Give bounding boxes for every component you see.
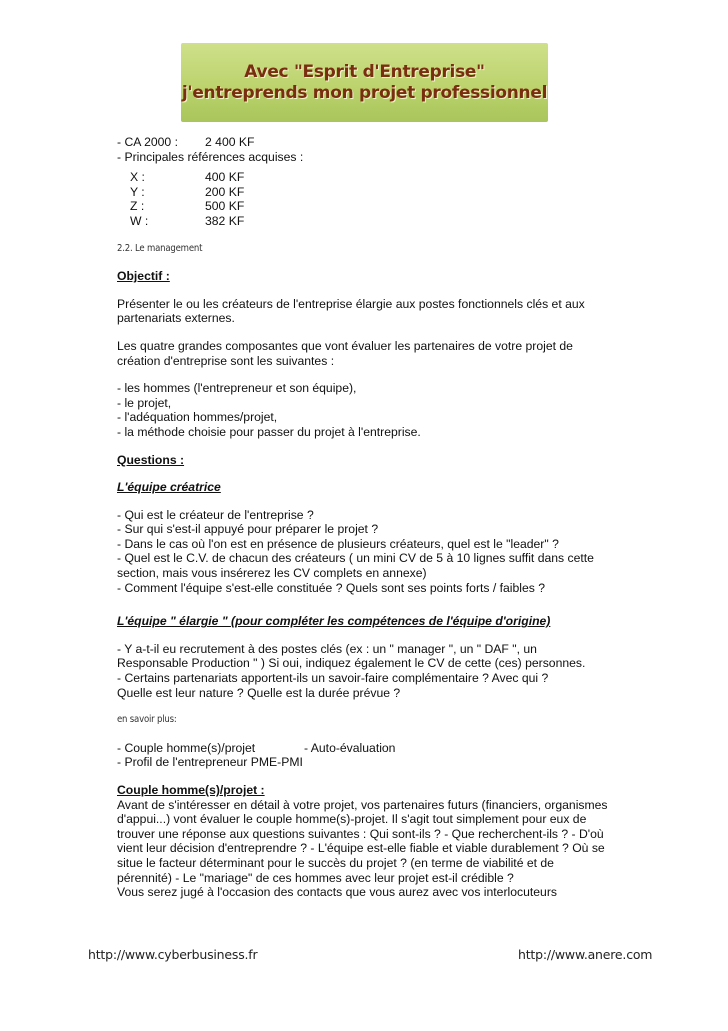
ca-label: - CA 2000 : — [117, 135, 178, 149]
question-line: Responsable Production " ) Si oui, indiquez également le CV de cette (ces) personnes. — [117, 656, 586, 671]
reference-key: Z : — [130, 199, 145, 214]
reference-row — [117, 199, 617, 214]
reference-value: 400 KF — [205, 170, 245, 185]
question-line: - Quel est le C.V. de chacun des créateurs ( un mini CV de 5 à 10 lignes suffit dans cette — [117, 551, 594, 566]
document-body — [117, 135, 617, 900]
objectif-paragraph-line: partenariats externes. — [117, 311, 235, 326]
composante-item: - l'adéquation hommes/projet, — [117, 410, 278, 425]
section-heading: 2.2. Le management — [117, 242, 203, 254]
reference-row — [117, 185, 617, 200]
reference-row — [117, 170, 617, 185]
couple-paragraph-line: Avant de s'intéresser en détail à votre projet, vos partenaires futurs (financiers, organismes — [117, 797, 608, 812]
couple-heading: Couple homme(s)/projet : — [117, 783, 265, 797]
link-auto-evaluation[interactable]: - Auto-évaluation — [304, 740, 396, 755]
equipe-elargie-heading: L'équipe " élargie " (pour compléter les compétences de l'équipe d'origine) — [117, 614, 551, 629]
question-line: section, mais vous insérerez les CV complets en annexe) — [117, 566, 427, 581]
reference-key: Y : — [130, 184, 145, 199]
couple-paragraph-line: trouver une réponse aux questions suivantes : Qui sont-ils ? - Que recherchent-ils ? - D'où — [117, 826, 604, 841]
composantes-paragraph-line: création d'entreprise sont les suivantes : — [117, 353, 335, 368]
references-label: - Principales références acquises : — [117, 149, 304, 164]
banner-subtitle: j'entreprends mon projet professionnel — [181, 82, 548, 103]
reference-row — [117, 214, 617, 229]
ca-row — [117, 135, 617, 150]
reference-key: X : — [130, 170, 145, 185]
reference-key: W : — [130, 213, 149, 228]
en-savoir-plus-label: en savoir plus: — [117, 714, 177, 726]
banner-title: Avec "Esprit d'Entreprise" — [244, 61, 485, 82]
question-line: - Dans le cas où l'on est en présence de plusieurs créateurs, quel est le "leader" ? — [117, 536, 559, 551]
footer-link-anere[interactable]: http://www.anere.com — [518, 947, 653, 962]
question-line: - Sur qui s'est-il appuyé pour préparer le projet ? — [117, 522, 379, 537]
composante-item: - le projet, — [117, 395, 172, 410]
question-line: - Certains partenariats apportent-ils un savoir-faire complémentaire ? Avec qui ? — [117, 671, 549, 686]
header-banner — [181, 43, 548, 122]
questions-heading: Questions : — [117, 452, 185, 467]
objectif-paragraph-line: Présenter le ou les créateurs de l'entreprise élargie aux postes fonctionnels clés et aux — [117, 296, 585, 311]
couple-paragraph-line: pérennité) - Le "mariage" de ces hommes avec leur projet est-il crédible ? — [117, 870, 514, 885]
objectif-heading: Objectif : — [117, 269, 170, 284]
link-profil-entrepreneur[interactable]: - Profil de l'entrepreneur PME-PMI — [117, 755, 303, 770]
link-row — [117, 755, 617, 770]
reference-value: 200 KF — [205, 184, 245, 199]
question-line: - Y a-t-il eu recrutement à des postes clés (ex : un " manager ", un " DAF ", un — [117, 641, 537, 656]
question-line: Quelle est leur nature ? Quelle est la durée prévue ? — [117, 685, 401, 700]
question-line: - Comment l'équipe s'est-elle constituée ? Quels sont ses points forts / faibles ? — [117, 580, 546, 595]
reference-value: 500 KF — [205, 199, 245, 214]
composante-item: - la méthode choisie pour passer du projet à l'entreprise. — [117, 424, 421, 439]
couple-paragraph-line: vient leur décision d'entreprendre ? - L'équipe est-elle fiable et viable durablement ? Où se — [117, 841, 605, 856]
ca-value: 2 400 KF — [205, 135, 255, 149]
couple-paragraph-line: Vous serez jugé à l'occasion des contacts que vous aurez avec vos interlocuteurs — [117, 885, 557, 900]
reference-value: 382 KF — [205, 213, 245, 228]
couple-paragraph-line: d'appui...) vont évaluer le couple homme(s)-projet. Il s'agit tout simplement pour eux de — [117, 812, 587, 827]
composantes-paragraph-line: Les quatre grandes composantes que vont évaluer les partenaires de votre projet de — [117, 338, 573, 353]
couple-paragraph-line: situe le facteur déterminant pour le succès du projet ? (en terme de viabilité et de — [117, 855, 554, 870]
question-line: - Qui est le créateur de l'entreprise ? — [117, 507, 314, 522]
composante-item: - les hommes (l'entrepreneur et son équipe), — [117, 381, 357, 396]
link-couple-homme-projet[interactable]: - Couple homme(s)/projet — [117, 740, 256, 755]
equipe-creatrice-heading: L'équipe créatrice — [117, 480, 221, 495]
footer-link-cyberbusiness[interactable]: http://www.cyberbusiness.fr — [88, 947, 258, 962]
link-row — [117, 741, 617, 756]
